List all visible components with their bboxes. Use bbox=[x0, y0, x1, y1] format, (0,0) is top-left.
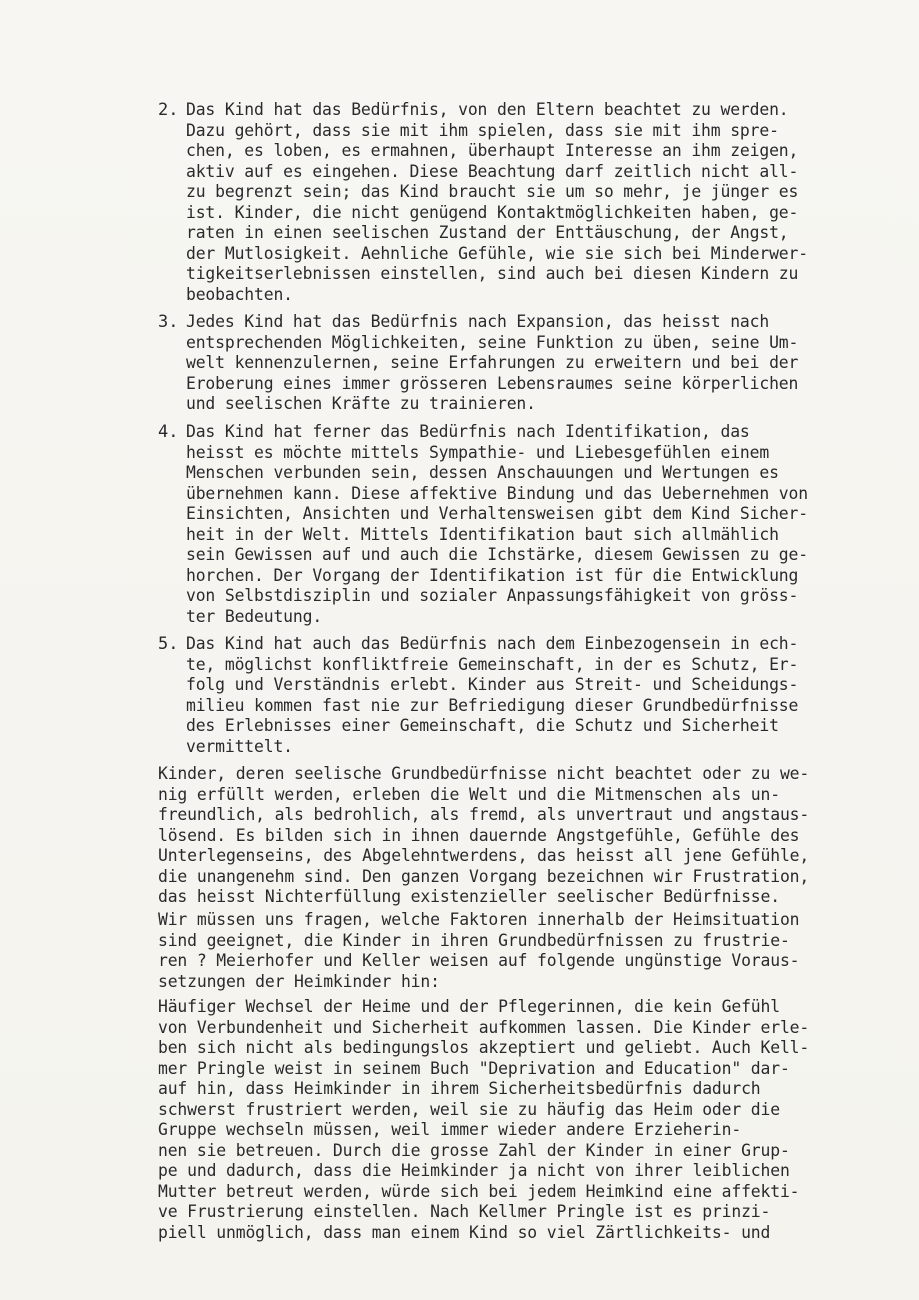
text-line: Unterlegenseins, des Abgelehntwerdens, das heisst all jene Gefühle, bbox=[158, 846, 810, 865]
item-number: 3. bbox=[158, 312, 179, 332]
text-line: übernehmen kann. Diese affektive Bindung und das Uebernehmen von bbox=[186, 483, 808, 503]
item-text bbox=[186, 312, 858, 415]
text-line: Eroberung eines immer grösseren Lebensraumes seine körperlichen bbox=[186, 373, 799, 393]
text-line: mer Pringle weist in seinem Buch "Deprivation and Education" dar- bbox=[158, 1058, 790, 1078]
text-line: folg und Verständnis erlebt. Kinder aus Streit- und Scheidungs- bbox=[186, 675, 799, 694]
text-line: ist. Kinder, die nicht genügend Kontaktmöglichkeiten haben, ge- bbox=[186, 202, 799, 222]
text-line: ben sich nicht als bedingungslos akzeptiert und geliebt. Auch Kell- bbox=[158, 1038, 810, 1057]
text-line: nen sie betreuen. Durch die grosse Zahl der Kinder in einer Grup- bbox=[158, 1140, 790, 1160]
text-line: das heisst Nichterfüllung existenzieller seelischer Bedürfnisse. bbox=[158, 887, 780, 906]
text-line: sein Gewissen auf und auch die Ichstärke, diesem Gewissen zu ge- bbox=[186, 545, 808, 564]
text-line: der Mutlosigkeit. Aehnliche Gefühle, wie sie sich bei Minderwer- bbox=[186, 243, 808, 263]
text-line: auf hin, dass Heimkinder in ihrem Sicherheitsbedürfnis dadurch bbox=[158, 1079, 761, 1098]
paragraph-frustration bbox=[158, 764, 876, 908]
text-line: vermittelt. bbox=[186, 736, 293, 756]
item-text bbox=[186, 634, 858, 757]
text-line: beobachten. bbox=[186, 284, 293, 304]
item-number: 5. bbox=[158, 634, 179, 654]
text-line: Das Kind hat das Bedürfnis, von den Eltern beachtet zu werden. bbox=[186, 100, 789, 119]
item-number: 4. bbox=[158, 422, 179, 442]
text-line: raten in einen seelischen Zustand der Enttäuschung, der Angst, bbox=[186, 223, 789, 242]
text-line: ter Bedeutung. bbox=[186, 606, 323, 626]
text-line: zu begrenzt sein; das Kind braucht sie um so mehr, je jünger es bbox=[186, 182, 799, 201]
text-line: sind geeignet, die Kinder in ihren Grundbedürfnissen zu frustrie- bbox=[158, 930, 790, 950]
text-line: te, möglichst konfliktfreie Gemeinschaft, in der es Schutz, Er- bbox=[186, 654, 799, 674]
text-line: Mutter betreut werden, würde sich bei jedem Heimkind eine affekti- bbox=[158, 1181, 800, 1201]
paragraph-heime bbox=[158, 997, 876, 1243]
text-line: milieu kommen fast nie zur Befriedigung dieser Grundbedürfnisse bbox=[186, 695, 799, 715]
text-line: von Verbundenheit und Sicherheit aufkommen lassen. Die Kinder erle- bbox=[158, 1017, 810, 1037]
text-line: welt kennenzulernen, seine Erfahrungen zu erweitern und bei der bbox=[186, 353, 799, 372]
text-line: des Erlebnisses einer Gemeinschaft, die Schutz und Sicherheit bbox=[186, 716, 779, 735]
text-line: tigkeitserlebnissen einstellen, sind auch bei diesen Kindern zu bbox=[186, 264, 799, 283]
text-line: die unangenehm sind. Den ganzen Vorgang bezeichnen wir Frustration, bbox=[158, 866, 810, 886]
text-line: setzungen der Heimkinder hin: bbox=[158, 971, 440, 991]
text-line: nig erfüllt werden, erleben die Welt und die Mitmenschen als un- bbox=[158, 784, 780, 804]
text-line: lösend. Es bilden sich in ihnen dauernde Angstgefühle, Gefühle des bbox=[158, 825, 800, 845]
item-text bbox=[186, 422, 858, 627]
text-line: aktiv auf es eingehen. Diese Beachtung darf zeitlich nicht all- bbox=[186, 161, 799, 181]
text-line: heisst es möchte mittels Sympathie- und Liebesgefühlen einem bbox=[186, 442, 770, 462]
text-line: heit in der Welt. Mittels Identifikation baut sich allmählich bbox=[186, 524, 779, 544]
list-item-4 bbox=[158, 422, 858, 627]
text-line: Häufiger Wechsel der Heime und der Pflegerinnen, die kein Gefühl bbox=[158, 997, 780, 1016]
text-line: chen, es loben, es ermahnen, überhaupt Interesse an ihm zeigen, bbox=[186, 141, 799, 160]
text-line: Menschen verbunden sein, dessen Anschauungen und Wertungen es bbox=[186, 463, 779, 482]
list-item-2 bbox=[158, 100, 858, 305]
text-line: von Selbstdisziplin und sozialer Anpassungsfähigkeit von gröss- bbox=[186, 586, 799, 605]
text-line: Kinder, deren seelische Grundbedürfnisse nicht beachtet oder zu we- bbox=[158, 764, 810, 783]
list-item-5 bbox=[158, 634, 858, 757]
text-line: horchen. Der Vorgang der Identifikation ist für die Entwicklung bbox=[186, 565, 799, 585]
text-line: schwerst frustriert werden, weil sie zu häufig das Heim oder die bbox=[158, 1099, 780, 1119]
text-line: entsprechenden Möglichkeiten, seine Funktion zu üben, seine Um- bbox=[186, 332, 799, 352]
text-line: Dazu gehört, dass sie mit ihm spielen, dass sie mit ihm spre- bbox=[186, 120, 779, 140]
text-line: Jedes Kind hat das Bedürfnis nach Expansion, das heisst nach bbox=[186, 312, 770, 331]
text-line: Wir müssen uns fragen, welche Faktoren innerhalb der Heimsituation bbox=[158, 910, 800, 929]
text-line: ve Frustrierung einstellen. Nach Kellmer Pringle ist es prinzi- bbox=[158, 1202, 771, 1221]
text-line: piell unmöglich, dass man einem Kind so viel Zärtlichkeits- und bbox=[158, 1222, 771, 1242]
text-line: pe und dadurch, dass die Heimkinder ja nicht von ihrer leiblichen bbox=[158, 1161, 790, 1180]
paragraph-question bbox=[158, 910, 876, 992]
text-line: Gruppe wechseln müssen, weil immer wieder andere Erzieherin- bbox=[158, 1120, 742, 1139]
list-item-3 bbox=[158, 312, 858, 415]
text-line: und seelischen Kräfte zu trainieren. bbox=[186, 394, 536, 413]
text-line: Das Kind hat ferner das Bedürfnis nach Identifikation, das bbox=[186, 422, 750, 441]
item-text bbox=[186, 100, 858, 305]
text-line: ren ? Meierhofer und Keller weisen auf folgende ungünstige Voraus- bbox=[158, 951, 800, 970]
text-line: freundlich, als bedrohlich, als fremd, als unvertraut und angstaus- bbox=[158, 805, 810, 824]
text-line: Einsichten, Ansichten und Verhaltensweisen gibt dem Kind Sicher- bbox=[186, 504, 808, 523]
text-line: Das Kind hat auch das Bedürfnis nach dem Einbezogensein in ech- bbox=[186, 634, 799, 653]
item-number: 2. bbox=[158, 100, 179, 120]
